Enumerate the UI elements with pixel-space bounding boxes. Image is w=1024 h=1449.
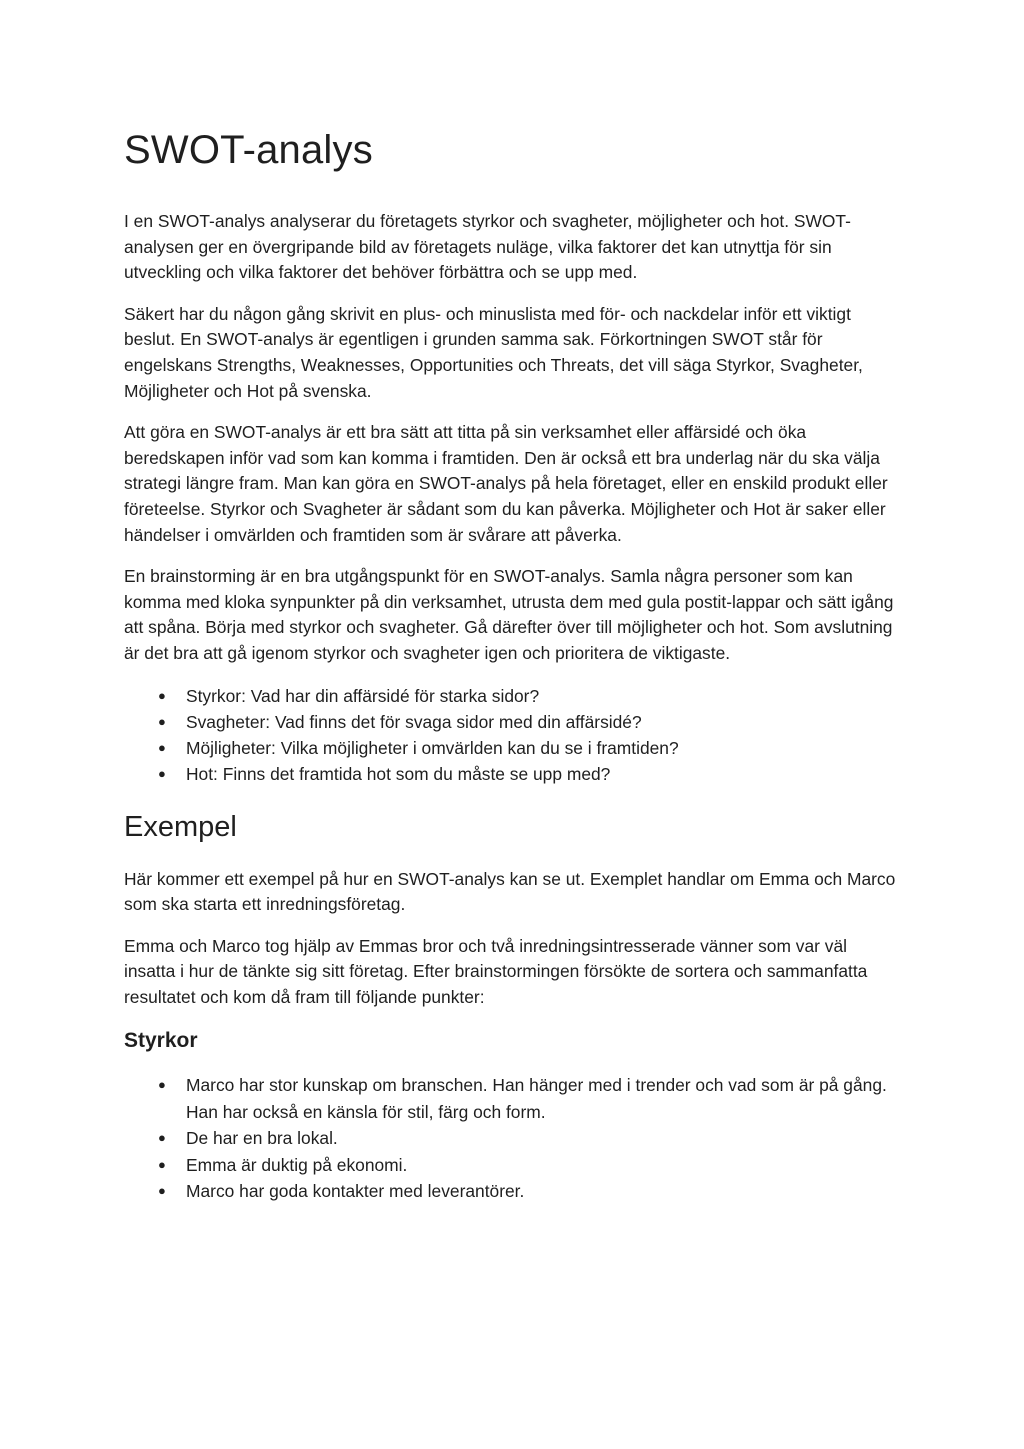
list-item-text: Styrkor: Vad har din affärsidé för starka sidor?: [186, 685, 540, 706]
list-item-text: Emma är duktig på ekonomi.: [186, 1154, 408, 1175]
list-item-text: Svagheter: Vad finns det för svaga sidor med din affärsidé?: [186, 711, 642, 732]
example-paragraph-1: Här kommer ett exempel på hur en SWOT-analys kan se ut. Exemplet handlar om Emma och Marco som ska starta ett inredningsföretag.: [124, 868, 896, 915]
intro-paragraph-1: I en SWOT-analys analyserar du företagets styrkor och svagheter, möjligheter och hot. SWOT-analysen ger en övergripande bild av företagets nuläge, vilka faktorer det kan utnyttja för sin utveckling och vilka faktorer det behöver förbättra och se upp med.: [124, 211, 851, 283]
bullet-icon: ●: [158, 765, 166, 781]
bullet-icon: ●: [158, 1077, 166, 1093]
bullet-icon: ●: [158, 713, 166, 729]
list-item-text: Hot: Finns det framtida hot som du måste se upp med?: [186, 763, 611, 784]
intro-paragraph-3: Att göra en SWOT-analys är ett bra sätt att titta på sin verksamhet eller affärsidé och öka beredskapen inför vad som kan komma i framtiden. Den är också ett bra underlag när du ska välja strategi längre fram. Man kan göra en SWOT-analys på hela företaget, eller en enskild produkt eller företeelse. Styrkor och Svagheter är sådant som du kan påverka. Möjligheter och Hot är saker eller händelser i omvärlden och framtiden som är svårare att påverka.: [124, 422, 888, 545]
intro-paragraph-4: En brainstorming är en bra utgångspunkt för en SWOT-analys. Samla några personer som kan komma med kloka synpunkter på din verksamhet, utrusta dem med gula postit-lappar och sätt igång att spåna. Börja med styrkor och svagheter. Gå därefter över till möjligheter och hot. Som avslutning är det bra att gå igenom styrkor och svagheter igen och prioritera de viktigaste.: [124, 566, 894, 663]
list-item: [124, 683, 900, 709]
list-item: [124, 1152, 900, 1179]
list-item: [124, 1125, 900, 1152]
list-item-text: De har en bra lokal.: [186, 1128, 338, 1149]
bullet-icon: ●: [158, 739, 166, 755]
list-item-text: Marco har goda kontakter med leverantörer.: [186, 1181, 525, 1202]
list-item: [124, 735, 900, 761]
bullet-icon: ●: [158, 1183, 166, 1199]
list-item: [124, 761, 900, 787]
bullet-icon: ●: [158, 1130, 166, 1146]
strengths-list: [124, 1072, 900, 1205]
intro-paragraph-2: Säkert har du någon gång skrivit en plus- och minuslista med för- och nackdelar inför ett viktigt beslut. En SWOT-analys är egentligen i grunden samma sak. Förkortningen SWOT står för engelskans Strengths, Weaknesses, Opportunities och Threats, det vill säga Styrkor, Svagheter, Möjligheter och Hot på svenska.: [124, 303, 863, 401]
list-item: [124, 1072, 900, 1125]
example-paragraph-2: Emma och Marco tog hjälp av Emmas bror och två inredningsintresserade vänner som var väl insatta i hur de tänkte sig sitt företag. Efter brainstormingen försökte de sortera och sammanfatta resultatet och kom då fram till följande punkter:: [124, 935, 868, 1007]
questions-list: [124, 683, 900, 787]
list-item-text: Möjligheter: Vilka möjligheter i omvärlden kan du se i framtiden?: [186, 737, 679, 758]
list-item: [124, 709, 900, 735]
page-title: SWOT-analys: [124, 128, 373, 172]
strengths-heading: Styrkor: [124, 1029, 198, 1053]
list-item-text: Marco har stor kunskap om branschen. Han hänger med i trender och vad som är på gång. Han har också en känsla för stil, färg och form.: [186, 1075, 887, 1122]
list-item: [124, 1178, 900, 1205]
bullet-icon: ●: [158, 1156, 166, 1172]
example-heading: Exempel: [124, 810, 237, 843]
bullet-icon: ●: [158, 687, 166, 703]
